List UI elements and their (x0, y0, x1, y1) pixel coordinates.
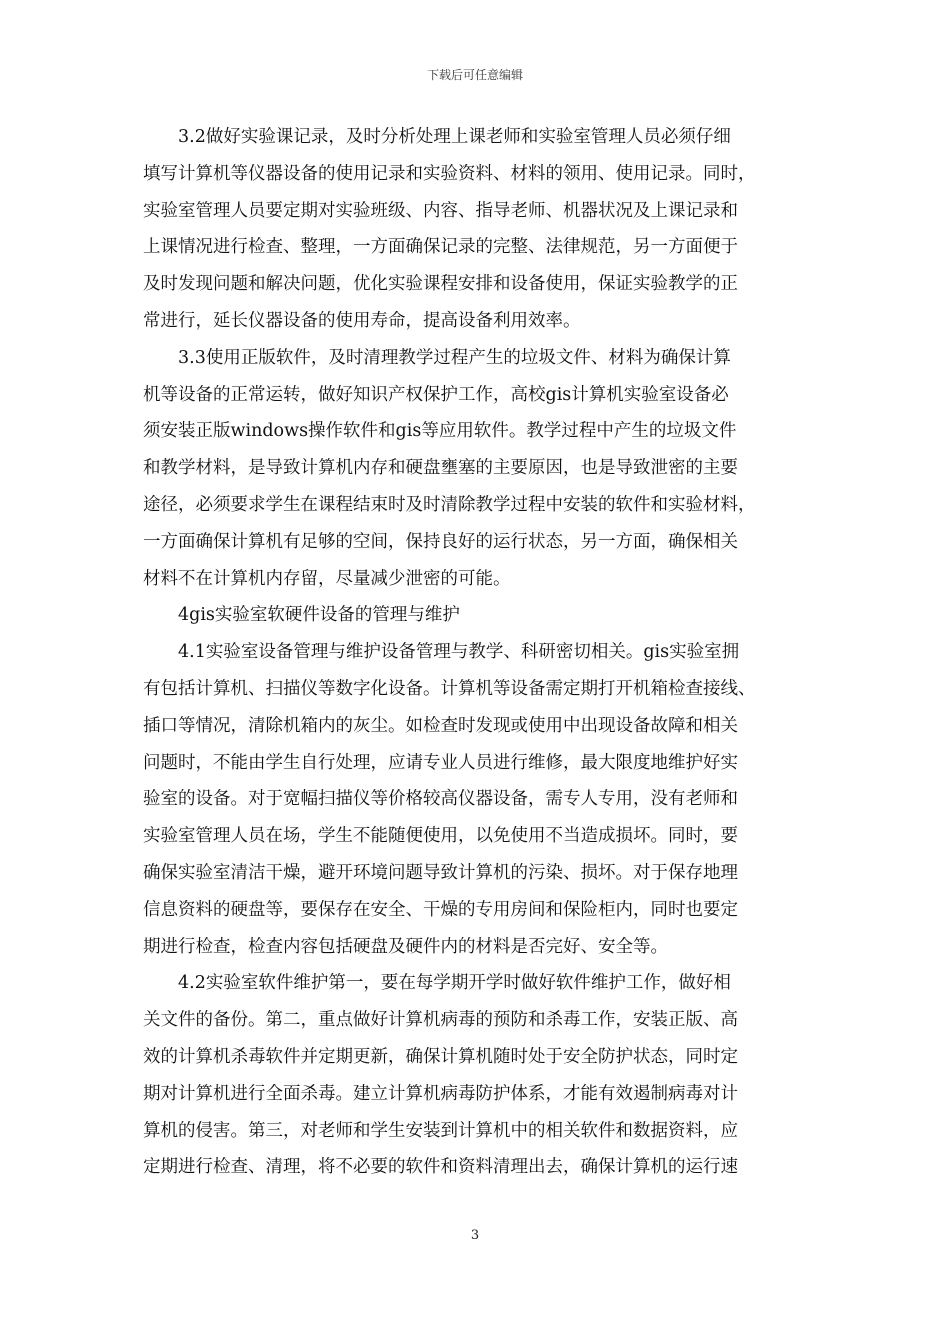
text-line: 4.1实验室设备管理与维护设备管理与教学、科研密切相关。gis实验室拥 (178, 642, 740, 663)
text-line: 期对计算机进行全面杀毒。建立计算机病毒防护体系，才能有效遏制病毒对计 (143, 1083, 738, 1104)
text-line: 验室的设备。对于宽幅扫描仪等价格较高仪器设备，需专人专用，没有老师和 (143, 789, 738, 810)
text-line: 常进行，延长仪器设备的使用寿命，提高设备利用效率。 (143, 310, 581, 331)
text-line: 4gis实验室软硬件设备的管理与维护 (178, 605, 460, 626)
text-line: 和教学材料，是导致计算机内存和硬盘壅塞的主要原因，也是导致泄密的主要 (143, 458, 738, 479)
text-line: 须安装正版windows操作软件和gis等应用软件。教学过程中产生的垃圾文件 (143, 421, 737, 442)
text-line: 上课情况进行检查、整理，一方面确保记录的完整、法律规范，另一方面便于 (143, 237, 738, 258)
page-header: 下载后可任意编辑 (426, 68, 523, 82)
text-line: 材料不在计算机内存留，尽量减少泄密的可能。 (143, 568, 511, 589)
text-line: 实验室管理人员要定期对实验班级、内容、指导老师、机器状况及上课记录和 (143, 200, 738, 221)
document-body (143, 119, 807, 1186)
text-line: 实验室管理人员在场，学生不能随便使用，以免使用不当造成损坏。同时，要 (143, 826, 738, 847)
text-line: 算机的侵害。第三，对老师和学生安装到计算机中的相关软件和数据资料，应 (143, 1120, 738, 1141)
text-line: 填写计算机等仪器设备的使用记录和实验资料、材料的领用、使用记录。同时， (143, 163, 756, 184)
text-line: 期进行检查，检查内容包括硬盘及硬件内的材料是否完好、安全等。 (143, 936, 668, 957)
text-line: 信息资料的硬盘等，要保存在安全、干燥的专用房间和保险柜内，同时也要定 (143, 899, 738, 920)
text-line: 有包括计算机、扫描仪等数字化设备。计算机等设备需定期打开机箱检查接线、 (143, 678, 756, 699)
text-line: 机等设备的正常运转，做好知识产权保护工作，高校gis计算机实验室设备必 (143, 384, 729, 405)
paragraph-4-1 (143, 634, 807, 965)
text-line: 定期进行检查、清理，将不必要的软件和资料清理出去，确保计算机的运行速 (143, 1157, 738, 1178)
text-line: 问题时，不能由学生自行处理，应请专业人员进行维修，最大限度地维护好实 (143, 752, 738, 773)
page-number: 3 (470, 1228, 480, 1243)
paragraph-3-3 (143, 340, 807, 598)
text-line: 关文件的备份。第二，重点做好计算机病毒的预防和杀毒工作，安装正版、高 (143, 1010, 738, 1031)
paragraph-4-2 (143, 965, 807, 1186)
text-line: 4.2实验室软件维护第一，要在每学期开学时做好软件维护工作，做好相 (178, 973, 731, 994)
paragraph-3-2 (143, 119, 807, 340)
text-line: 一方面确保计算机有足够的空间，保持良好的运行状态，另一方面，确保相关 (143, 531, 738, 552)
text-line: 插口等情况，清除机箱内的灰尘。如检查时发现或使用中出现设备故障和相关 (143, 715, 738, 736)
section-heading-4 (143, 597, 807, 634)
text-line: 3.2做好实验课记录，及时分析处理上课老师和实验室管理人员必须仔细 (178, 127, 731, 147)
text-line: 确保实验室清洁干燥，避开环境问题导致计算机的污染、损坏。对于保存地理 (143, 862, 738, 883)
text-line: 途径，必须要求学生在课程结束时及时清除教学过程中安装的软件和实验材料， (143, 494, 756, 515)
text-line: 效的计算机杀毒软件并定期更新，确保计算机随时处于安全防护状态，同时定 (143, 1046, 738, 1067)
text-line: 3.3使用正版软件，及时清理教学过程产生的垃圾文件、材料为确保计算 (178, 347, 731, 368)
text-line: 及时发现问题和解决问题，优化实验课程安排和设备使用，保证实验教学的正 (143, 274, 738, 295)
